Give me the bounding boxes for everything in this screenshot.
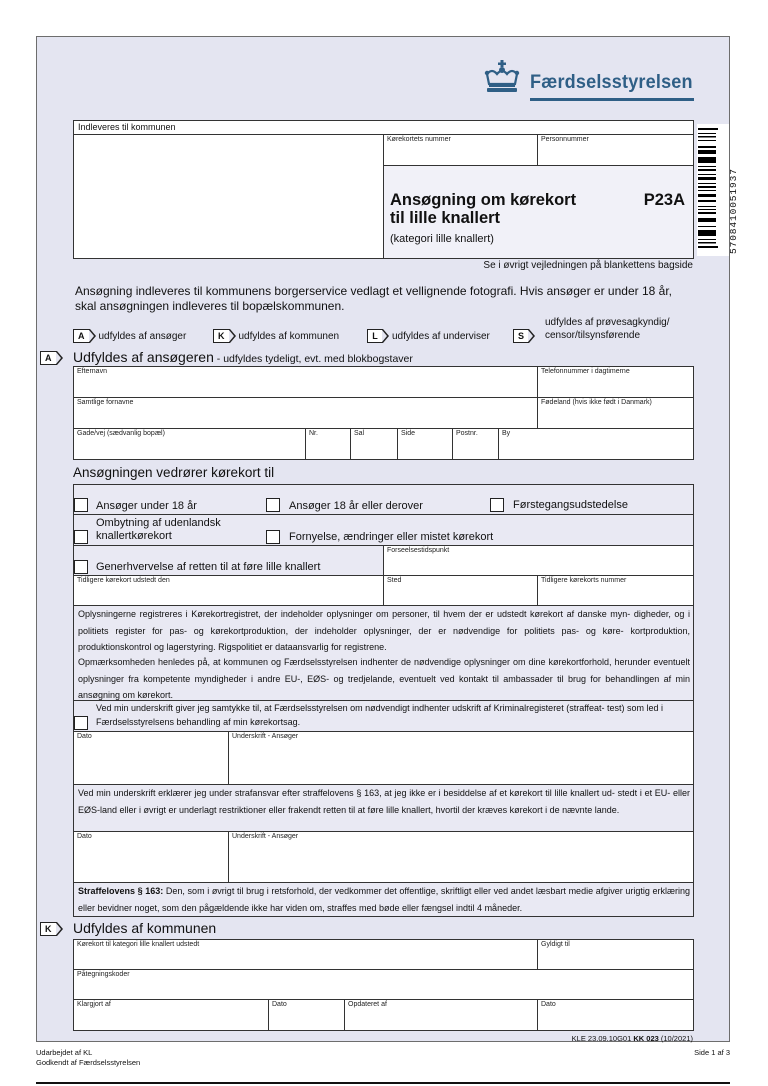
crown-icon [484, 60, 520, 94]
legend-s-text [545, 316, 670, 342]
logo-text: Færdselsstyrelsen [530, 72, 693, 93]
section-a-title: Udfyldes af ansøgeren [73, 349, 214, 365]
legend-k-text: udfyldes af kommunen [238, 330, 340, 342]
legend-k-badge: K [213, 329, 230, 343]
prev-number-field[interactable] [537, 575, 694, 606]
logo [484, 60, 696, 102]
barcode-icon [698, 126, 720, 254]
updated-by-field[interactable] [344, 999, 538, 1031]
cpr-label: Personnummer [541, 136, 589, 143]
legend-s [513, 329, 535, 343]
submit-to-header [73, 120, 694, 135]
form-ref-code: KK 023 [633, 1034, 659, 1043]
date-label-2: Dato [77, 833, 92, 840]
privacy-text-2: Opmærksomheden henledes på, at kommunen og Færdselsstyrelsen indhenter de nødvendige oplysninger om dine kørekortforhold, herunder eventuelt oplysninger fra kompetente myndigheder i andre EU-, EØS- og tredjelande, eventuelt ved kontakt til ambassader til brug for behandlingen af min ansøgning om kørekort. [78, 657, 690, 700]
law-notice [73, 882, 694, 917]
over-18-checkbox[interactable] [266, 498, 280, 512]
reacquire-label: Generhvervelse af retten til at føre lille knallert [96, 561, 321, 573]
legend-a [73, 329, 186, 343]
footer-left [36, 1048, 140, 1068]
footer-approved-by: Godkendt af Færdselsstyrelsen [36, 1058, 141, 1067]
floor-label: Sal [354, 430, 365, 437]
legend-k [213, 329, 339, 343]
valid-until-label: Gyldigt til [541, 941, 570, 948]
first-names-label: Samtlige fornavne [77, 399, 134, 406]
prepared-by-label: Klargjort af [77, 1001, 111, 1008]
place-field[interactable] [383, 575, 538, 606]
phone-field[interactable] [537, 366, 694, 398]
signature-field-2[interactable] [228, 831, 694, 883]
consent-text: Ved min underskrift giver jeg samtykke til, at Færdselsstyrelsen om nødvendigt indhenter udskrift af Kriminalregisteret (straffeat- test) som led i Færdselsstyrelsens behandling af min kørekortsag. [96, 703, 664, 727]
barcode-digits: 5708410051937 [728, 168, 739, 254]
declaration-row [73, 784, 694, 832]
under-18-label: Ansøger under 18 år [96, 500, 197, 512]
legend-s-text-line2: censor/tilsynsførende [545, 330, 641, 341]
reacquire-checkbox[interactable] [74, 560, 88, 574]
consent-checkbox[interactable] [74, 716, 88, 730]
surname-label: Efternavn [77, 368, 107, 375]
barcode [697, 124, 739, 256]
law-text [78, 883, 690, 916]
footer-made-by: Udarbejdet af KL [36, 1048, 93, 1057]
postal-code-field[interactable] [452, 428, 499, 460]
law-title: Straffelovens § 163: [78, 886, 164, 896]
endorsement-codes-label: Påtegningskoder [77, 971, 130, 978]
prev-issued-field[interactable] [73, 575, 384, 606]
signature-field-1[interactable] [228, 731, 694, 785]
prev-number-label: Tidligere kørekorts nummer [541, 577, 627, 584]
renewal-label: Fornyelse, ændringer eller mistet kørekort [289, 531, 494, 543]
first-issue-label: Førstegangsudstedelse [513, 499, 628, 511]
section-a-badge [40, 351, 63, 365]
form-title-line2: til lille knallert [390, 209, 501, 227]
birth-country-label: Fødeland (hvis ikke født i Danmark) [541, 399, 652, 406]
house-number-label: Nr. [309, 430, 318, 437]
date-field-2[interactable] [73, 831, 229, 883]
legend-l [367, 329, 490, 343]
section-k-code: K [40, 922, 57, 936]
declaration-text: Ved min underskrift erklærer jeg under strafansvar efter straffelovens § 163, at jeg ikke er i besiddelse af et kørekort til lille knallert ud- stedt i et EU- eller EØS-land eller i øvrigt er underlagt restriktioner eller frakendt retten til at føre lille knallert, hvortil der kræves kørekort i de nævnte lande. [78, 788, 690, 815]
signature-label-2: Underskrift - Ansøger [232, 833, 299, 840]
place-label: Sted [387, 577, 402, 584]
issued-label: Kørekort til kategori lille knallert udstedt [77, 941, 200, 948]
form-ref-prefix: KLE 23.09.10G01 [571, 1034, 634, 1043]
street-label: Gade/vej (sædvanlig bopæl) [77, 430, 165, 437]
consent-row [73, 700, 694, 732]
side-field[interactable] [397, 428, 453, 460]
form-reference [572, 1034, 693, 1043]
exchange-label-line1: Ombytning af udenlandsk [96, 517, 221, 529]
privacy-notice [73, 605, 694, 701]
legend-s-text-line1: udfyldes af prøvesagkyndig/ [545, 317, 670, 328]
offense-time-label: Forseelsestidspunkt [387, 547, 450, 554]
over-18-label: Ansøger 18 år eller derover [289, 500, 423, 512]
application-title: Ansøgningen vedrører kørekort til [73, 465, 275, 480]
street-field[interactable] [73, 428, 306, 460]
exchange-checkbox[interactable] [74, 530, 88, 544]
updated-by-label: Opdateret af [348, 1001, 387, 1008]
form-ref-suffix: (10/2021) [658, 1034, 693, 1043]
section-a-subtitle: - udfyldes tydeligt, evt. med blokbogstaver [213, 353, 413, 365]
prev-issued-label: Tidligere kørekort udstedt den [77, 577, 170, 584]
form-code: P23A [643, 191, 685, 209]
first-names-field[interactable] [73, 397, 538, 429]
submit-to-label: Indleveres til kommunen [78, 122, 176, 132]
section-k-title: Udfyldes af kommunen [73, 920, 217, 936]
phone-label: Telefonnummer i dagtimerne [541, 368, 630, 375]
exchange-label [96, 517, 221, 543]
title-box [383, 165, 694, 259]
form-subtitle: (kategori lille knallert) [390, 233, 494, 245]
legend-s-badge: S [513, 329, 529, 343]
birth-country-field[interactable] [537, 397, 694, 429]
privacy-text-1: Oplysningerne registreres i Kørekortregistret, der indeholder oplysninger om personer, til hvem der er udstedt kørekort af danske myn- digheder, og i politiets register for pas- og kørekortproduktion, der indeholder oplysninger, der er nødvendige for politiets pas- og køre- kortproduktion, produktionskontrol og lagerstyring. Rigspolitiet er dataansvarlig for registrene. [78, 609, 690, 652]
bottom-rule [36, 1082, 730, 1084]
law-body: Den, som i øvrigt til brug i retsforhold, der vedkommer det offentlige, skriftligt eller ved andet læsbart medie afgiver urigtig erklæring eller bevidner noget, som den pågældende ikke har viden om, straffes med bøde eller fængsel indtil 4 måneder. [78, 886, 690, 913]
city-field[interactable] [498, 428, 694, 460]
side-label: Side [401, 430, 416, 437]
signature-label-1: Underskrift - Ansøger [232, 733, 299, 740]
date-a-field[interactable] [268, 999, 345, 1031]
date-b-field[interactable] [537, 999, 694, 1031]
form-title [390, 191, 576, 227]
under-18-checkbox[interactable] [74, 498, 88, 512]
guide-note: Se i øvrigt vejledningen på blankettens bagside [483, 260, 693, 271]
address-stamp-field[interactable] [73, 134, 384, 259]
postal-code-label: Postnr. [456, 430, 478, 437]
license-number-field[interactable] [383, 134, 538, 166]
date-a-label: Dato [272, 1001, 287, 1008]
legend-a-badge: A [73, 329, 90, 343]
offense-time-field[interactable] [383, 545, 694, 576]
endorsement-codes-field[interactable] [73, 969, 694, 1000]
surname-field[interactable] [73, 366, 538, 398]
section-a-code: A [40, 351, 57, 365]
house-number-field[interactable] [305, 428, 351, 460]
legend-l-text: udfyldes af underviser [392, 330, 490, 342]
date-b-label: Dato [541, 1001, 556, 1008]
date-label-1: Dato [77, 733, 92, 740]
valid-until-field[interactable] [537, 939, 694, 970]
date-field-1[interactable] [73, 731, 229, 785]
section-k-badge [40, 922, 63, 936]
city-label: By [502, 430, 511, 437]
renewal-checkbox[interactable] [266, 530, 280, 544]
first-issue-checkbox[interactable] [490, 498, 504, 512]
floor-field[interactable] [350, 428, 398, 460]
section-a-heading [73, 349, 413, 367]
legend-a-text: udfyldes af ansøger [98, 330, 187, 342]
prepared-by-field[interactable] [73, 999, 269, 1031]
legend-l-badge: L [367, 329, 383, 343]
license-number-label: Kørekortets nummer [387, 136, 451, 143]
intro-text: Ansøgning indleveres til kommunens borgerservice vedlagt et vellignende fotografi. Hvis ansøger er under 18 år, skal ansøgningen indleveres til bopælskommunen. [75, 284, 672, 313]
form-title-line1: Ansøgning om kørekort [390, 191, 577, 209]
cpr-field[interactable] [537, 134, 694, 166]
page-number: Side 1 af 3 [694, 1048, 730, 1057]
logo-underline [530, 98, 694, 101]
exchange-label-line2: knallertkørekort [96, 530, 172, 542]
issued-field[interactable] [73, 939, 538, 970]
